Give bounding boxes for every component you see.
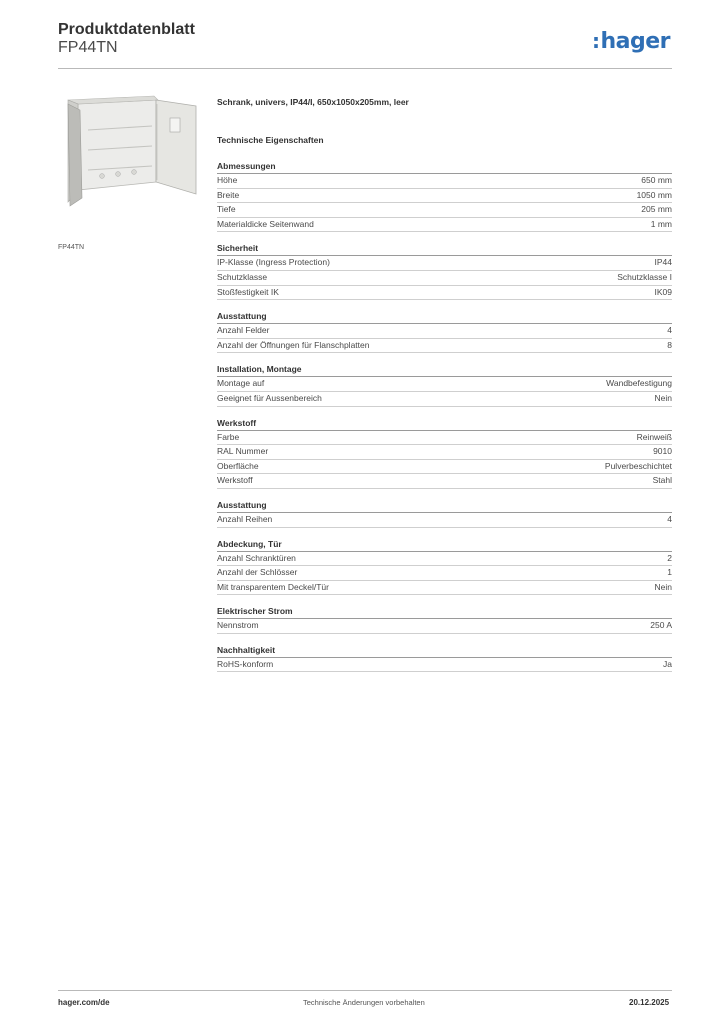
spec-label: Anzahl Reihen	[217, 513, 273, 524]
spec-row	[217, 460, 672, 475]
spec-value: IP44	[654, 257, 672, 268]
header-divider	[58, 68, 672, 69]
spec-section	[217, 242, 672, 300]
spec-section	[217, 605, 672, 634]
logo-text: hager	[600, 29, 671, 54]
spec-value: 205 mm	[641, 204, 672, 215]
spec-value: 1	[667, 567, 672, 578]
section-heading: Abdeckung, Tür	[217, 538, 672, 552]
spec-value: 1050 mm	[636, 189, 672, 200]
footer-divider	[58, 990, 672, 991]
spec-label: Farbe	[217, 431, 240, 442]
spec-row	[217, 392, 672, 407]
section-heading: Ausstattung	[217, 499, 672, 513]
spec-label: RAL Nummer	[217, 446, 269, 457]
image-caption: FP44TN	[58, 244, 85, 251]
footer-date: 20.12.2025	[629, 998, 670, 1007]
spec-sections	[217, 160, 672, 672]
spec-label: IP-Klasse (Ingress Protection)	[217, 257, 330, 268]
spec-label: Anzahl der Schlösser	[217, 567, 298, 578]
spec-value: 8	[667, 339, 672, 350]
spec-row	[217, 218, 672, 233]
spec-row	[217, 174, 672, 189]
spec-row	[217, 324, 672, 339]
spec-label: Werkstoff	[217, 475, 253, 486]
spec-label: Stoßfestigkeit IK	[217, 286, 279, 297]
spec-label: Anzahl Felder	[217, 325, 270, 336]
spec-label: RoHS-konform	[217, 658, 274, 669]
spec-label: Mit transparentem Deckel/Tür	[217, 581, 329, 592]
spec-label: Anzahl Schranktüren	[217, 552, 296, 563]
spec-section	[217, 644, 672, 673]
spec-row	[217, 286, 672, 301]
spec-row	[217, 189, 672, 204]
section-heading: Sicherheit	[217, 242, 672, 256]
spec-section	[217, 538, 672, 596]
spec-label: Geeignet für Aussenbereich	[217, 392, 322, 403]
footer-website[interactable]: hager.com/de	[58, 998, 110, 1007]
spec-label: Tiefe	[217, 204, 236, 215]
spec-row	[217, 581, 672, 596]
section-heading: Nachhaltigkeit	[217, 644, 672, 658]
spec-row	[217, 474, 672, 489]
footer-notice: Technische Änderungen vorbehalten	[303, 998, 425, 1007]
spec-label: Anzahl der Öffnungen für Flanschplatten	[217, 339, 370, 350]
spec-label: Nennstrom	[217, 620, 259, 631]
spec-value: Schutzklasse I	[617, 271, 672, 282]
section-heading: Werkstoff	[217, 417, 672, 431]
spec-row	[217, 431, 672, 446]
section-heading: Installation, Montage	[217, 363, 672, 377]
spec-label: Oberfläche	[217, 460, 259, 471]
spec-section	[217, 160, 672, 232]
spec-label: Materialdicke Seitenwand	[217, 218, 314, 229]
spec-label: Breite	[217, 189, 240, 200]
spec-row	[217, 271, 672, 286]
spec-row	[217, 552, 672, 567]
spec-row	[217, 658, 672, 673]
spec-section	[217, 499, 672, 528]
spec-value: Nein	[654, 581, 672, 592]
spec-value: Wandbefestigung	[606, 378, 672, 389]
spec-row	[217, 256, 672, 271]
spec-value: 250 A	[650, 620, 672, 631]
spec-value: 2	[667, 552, 672, 563]
cabinet-open-door-photo	[58, 94, 204, 230]
spec-section	[217, 417, 672, 489]
spec-value: 1 mm	[650, 218, 672, 229]
spec-section	[217, 310, 672, 353]
section-heading: Abmessungen	[217, 160, 672, 174]
spec-value: Reinweiß	[636, 431, 672, 442]
spec-row	[217, 513, 672, 528]
hager-logo: :hager	[592, 29, 671, 54]
technical-properties-heading: Technische Eigenschaften	[217, 135, 324, 145]
document-title: Produktdatenblatt	[58, 21, 195, 38]
section-heading: Ausstattung	[217, 310, 672, 324]
spec-label: Schutzklasse	[217, 271, 268, 282]
spec-row	[217, 619, 672, 634]
spec-value: 650 mm	[641, 175, 672, 185]
spec-row	[217, 445, 672, 460]
spec-row	[217, 566, 672, 581]
spec-row	[217, 203, 672, 218]
section-heading: Elektrischer Strom	[217, 605, 672, 619]
spec-label: Höhe	[217, 175, 238, 185]
spec-value: 4	[667, 325, 672, 336]
spec-row	[217, 339, 672, 354]
product-description: Schrank, univers, IP44/I, 650x1050x205mm, leer	[217, 97, 409, 107]
spec-section	[217, 363, 672, 406]
spec-value: Pulverbeschichtet	[604, 460, 672, 471]
spec-label: Montage auf	[217, 378, 265, 389]
spec-value: Nein	[654, 392, 672, 403]
product-code: FP44TN	[58, 39, 118, 56]
spec-row	[217, 377, 672, 392]
spec-value: 4	[667, 513, 672, 524]
spec-value: Stahl	[652, 475, 672, 486]
spec-value: 9010	[653, 446, 672, 457]
spec-value: Ja	[663, 658, 672, 669]
spec-content	[217, 96, 672, 682]
spec-value: IK09	[654, 286, 672, 297]
